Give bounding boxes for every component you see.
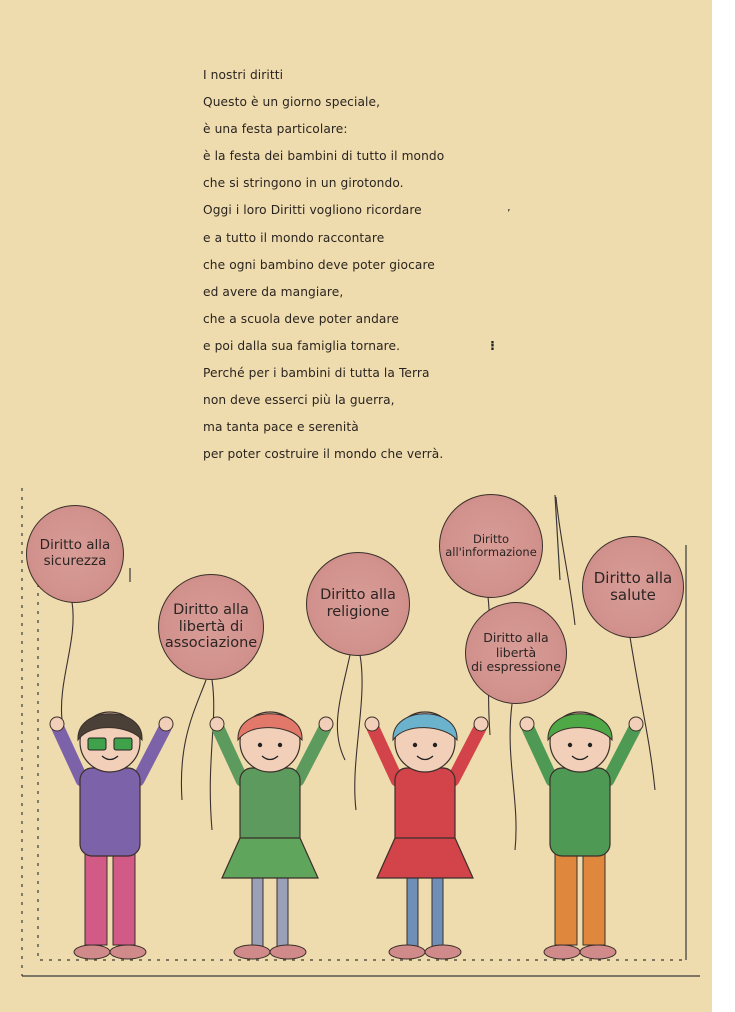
balloon-associazione (158, 574, 264, 680)
leg (277, 870, 288, 950)
poem-line: Oggi i loro Diritti vogliono ricordare (203, 203, 422, 218)
balloon-label: libertà di (178, 618, 244, 635)
hand (50, 717, 64, 731)
balloon-string (355, 655, 362, 810)
hand (319, 717, 333, 731)
glasses (88, 738, 106, 750)
shoe (270, 945, 306, 959)
shoe (110, 945, 146, 959)
hand (159, 717, 173, 731)
leg (252, 870, 263, 950)
shoe (580, 945, 616, 959)
balloon-label: sicurezza (43, 553, 107, 569)
balloon-label: Diritto alla (39, 537, 111, 554)
shoe (74, 945, 110, 959)
balloon-string (510, 704, 516, 850)
child-2 (210, 712, 333, 959)
poem-line: che a scuola deve poter andare (203, 311, 399, 326)
shoe (389, 945, 425, 959)
eye (278, 743, 282, 747)
balloon-label: Diritto alla (173, 601, 249, 618)
balloon-string (630, 637, 655, 790)
skirt (377, 838, 473, 878)
leg (583, 850, 605, 945)
balloon-label: salute (610, 586, 656, 604)
child-1 (50, 712, 173, 959)
balloon-sicurezza (26, 505, 124, 603)
pencil-mark: ⁝ (490, 339, 495, 354)
balloon-label: religione (326, 604, 390, 620)
balloon-label: libertà (495, 644, 537, 660)
balloon-string (210, 680, 213, 830)
eye (568, 743, 572, 747)
child-4 (520, 712, 643, 959)
pencil-mark: ʼ (507, 207, 511, 220)
hand (365, 717, 379, 731)
balloon-label: di espressione (471, 659, 561, 675)
balloon-label: all'informazione (445, 545, 537, 559)
balloon-string (337, 655, 350, 760)
balloon-salute (582, 536, 684, 638)
shoe (234, 945, 270, 959)
hand (520, 717, 534, 731)
poem-title: I nostri diritti (203, 68, 284, 82)
balloon-label: associazione (164, 635, 258, 652)
poem-line: e a tutto il mondo raccontare (203, 230, 385, 245)
poem-line: e poi dalla sua famiglia tornare. (203, 338, 401, 353)
glasses (114, 738, 132, 750)
eye (433, 743, 437, 747)
balloon-string (61, 602, 73, 720)
balloon-string (181, 680, 206, 800)
balloon-label: Diritto alla (483, 630, 549, 646)
scan-margin (712, 0, 735, 1012)
poem-line: non deve esserci più la guerra, (203, 393, 395, 408)
poem-line: è la festa dei bambini di tutto il mondo (203, 149, 445, 164)
shirt (550, 768, 610, 856)
eye (258, 743, 262, 747)
eye (588, 743, 592, 747)
leg (85, 850, 107, 945)
poem-line: ma tanta pace e serenità (203, 420, 359, 435)
poem-line: per poter costruire il mondo che verrà. (203, 447, 444, 462)
shirt (80, 768, 140, 856)
poem-line: ed avere da mangiare, (203, 284, 344, 299)
poem-line: che si stringono in un girotondo. (203, 176, 404, 191)
leg (555, 850, 577, 945)
poem-line: Questo è un giorno speciale, (203, 95, 381, 110)
balloon-espressione (465, 602, 567, 704)
poem-line: che ogni bambino deve poter giocare (203, 257, 435, 272)
poem-line: è una festa particolare: (203, 122, 348, 137)
leg (432, 870, 443, 950)
hand (210, 717, 224, 731)
shoe (544, 945, 580, 959)
balloon-label: Diritto (472, 531, 510, 546)
balloon-label: Diritto alla (320, 587, 396, 604)
balloon-informazione (439, 494, 543, 598)
shoe (425, 945, 461, 959)
child-3 (365, 712, 488, 959)
leg (407, 870, 418, 950)
hand (629, 717, 643, 731)
poem-line: Perché per i bambini di tutta la Terra (203, 366, 430, 381)
hand (474, 717, 488, 731)
balloon-religione (306, 552, 410, 656)
leg (113, 850, 135, 945)
skirt (222, 838, 318, 878)
balloon-label: Diritto alla (593, 568, 673, 587)
eye (413, 743, 417, 747)
